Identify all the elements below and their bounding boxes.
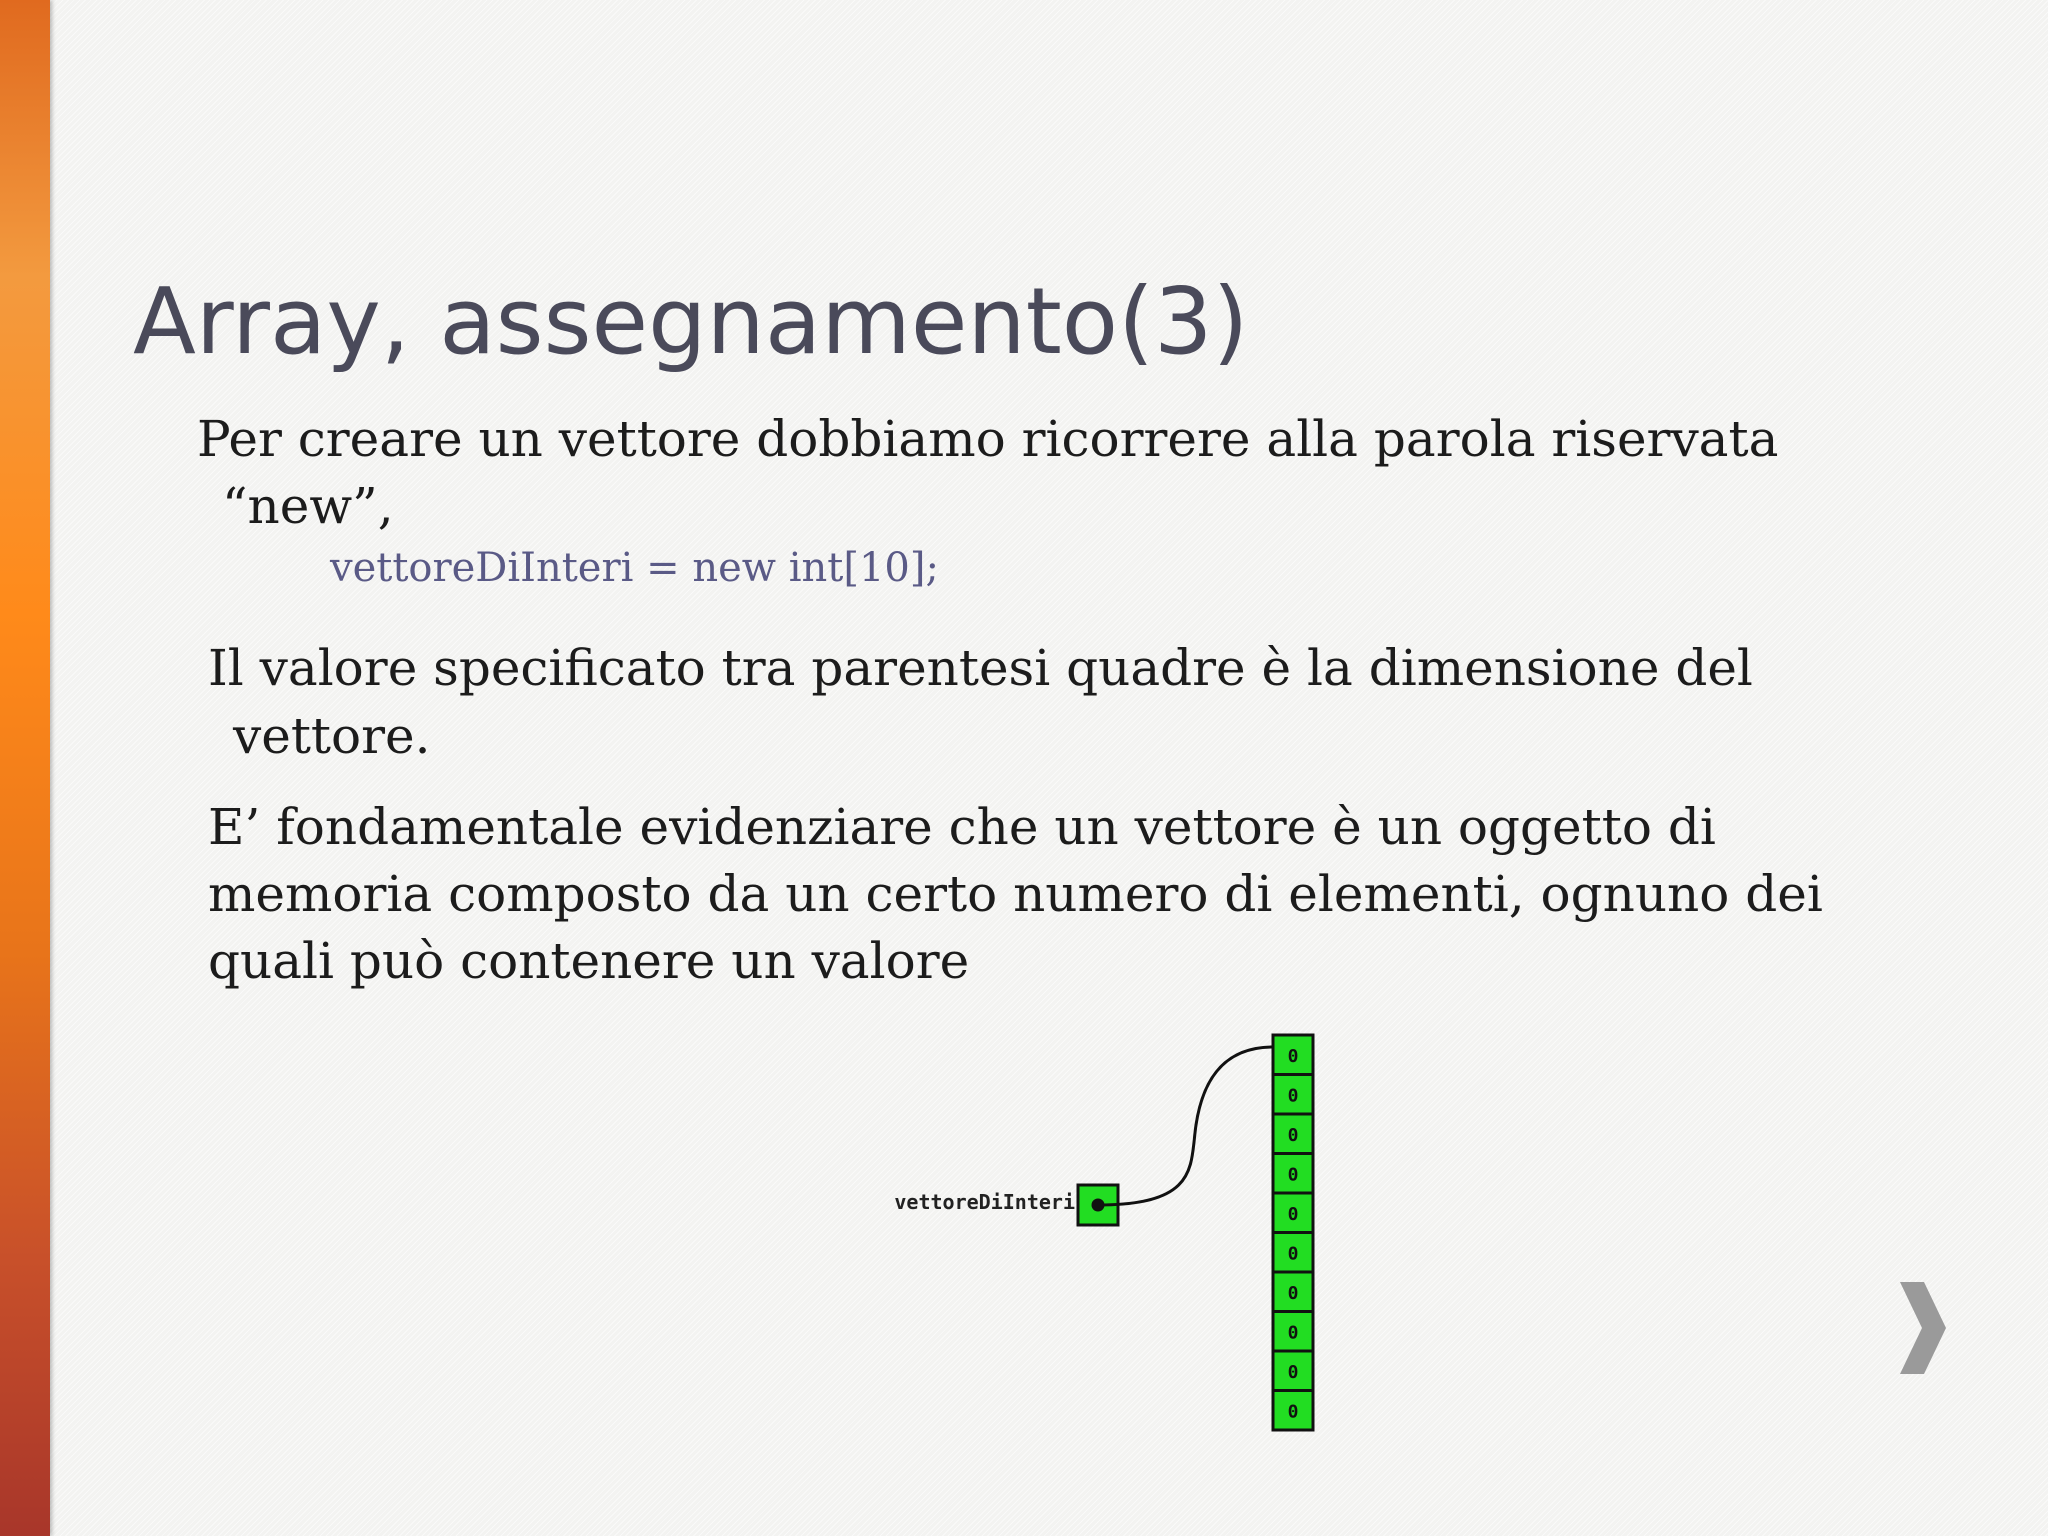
reference-pointer (1098, 1047, 1273, 1205)
slide-title: Array, assegnamento(3) (133, 268, 1249, 375)
code-line: vettoreDiInteri = new int[10]; (330, 545, 939, 591)
para3-line1: E’ fondamentale evidenziare che un vettore è un oggetto di (208, 798, 1716, 856)
array-cell-value: 0 (1287, 1124, 1299, 1146)
side-accent-bar (0, 0, 50, 1536)
array-cell-value: 0 (1287, 1243, 1299, 1265)
array-diagram (850, 1025, 1330, 1445)
array-cells (1273, 1035, 1313, 1430)
para2-line2: vettore. (233, 707, 431, 765)
para3-line2: memoria composto da un certo numero di elementi, ognuno dei (208, 865, 1823, 923)
array-cell-value: 0 (1287, 1045, 1299, 1067)
array-cell-value: 0 (1287, 1164, 1299, 1186)
para3-line3: quali può contenere un valore (208, 932, 970, 990)
array-cell-value: 0 (1287, 1322, 1299, 1344)
array-cell-value: 0 (1287, 1401, 1299, 1423)
para2-line1: Il valore specificato tra parentesi quadre è la dimensione del (208, 639, 1753, 697)
para1-line2: “new”, (222, 477, 394, 535)
array-cell-value: 0 (1287, 1085, 1299, 1107)
para1-line1: Per creare un vettore dobbiamo ricorrere alla parola riservata (197, 410, 1779, 468)
variable-label: vettoreDiInteri (894, 1190, 1075, 1214)
array-cell-value: 0 (1287, 1203, 1299, 1225)
next-slide-chevron-right-icon[interactable] (1890, 1278, 1950, 1378)
array-cell-value: 0 (1287, 1282, 1299, 1304)
array-cell-value: 0 (1287, 1361, 1299, 1383)
